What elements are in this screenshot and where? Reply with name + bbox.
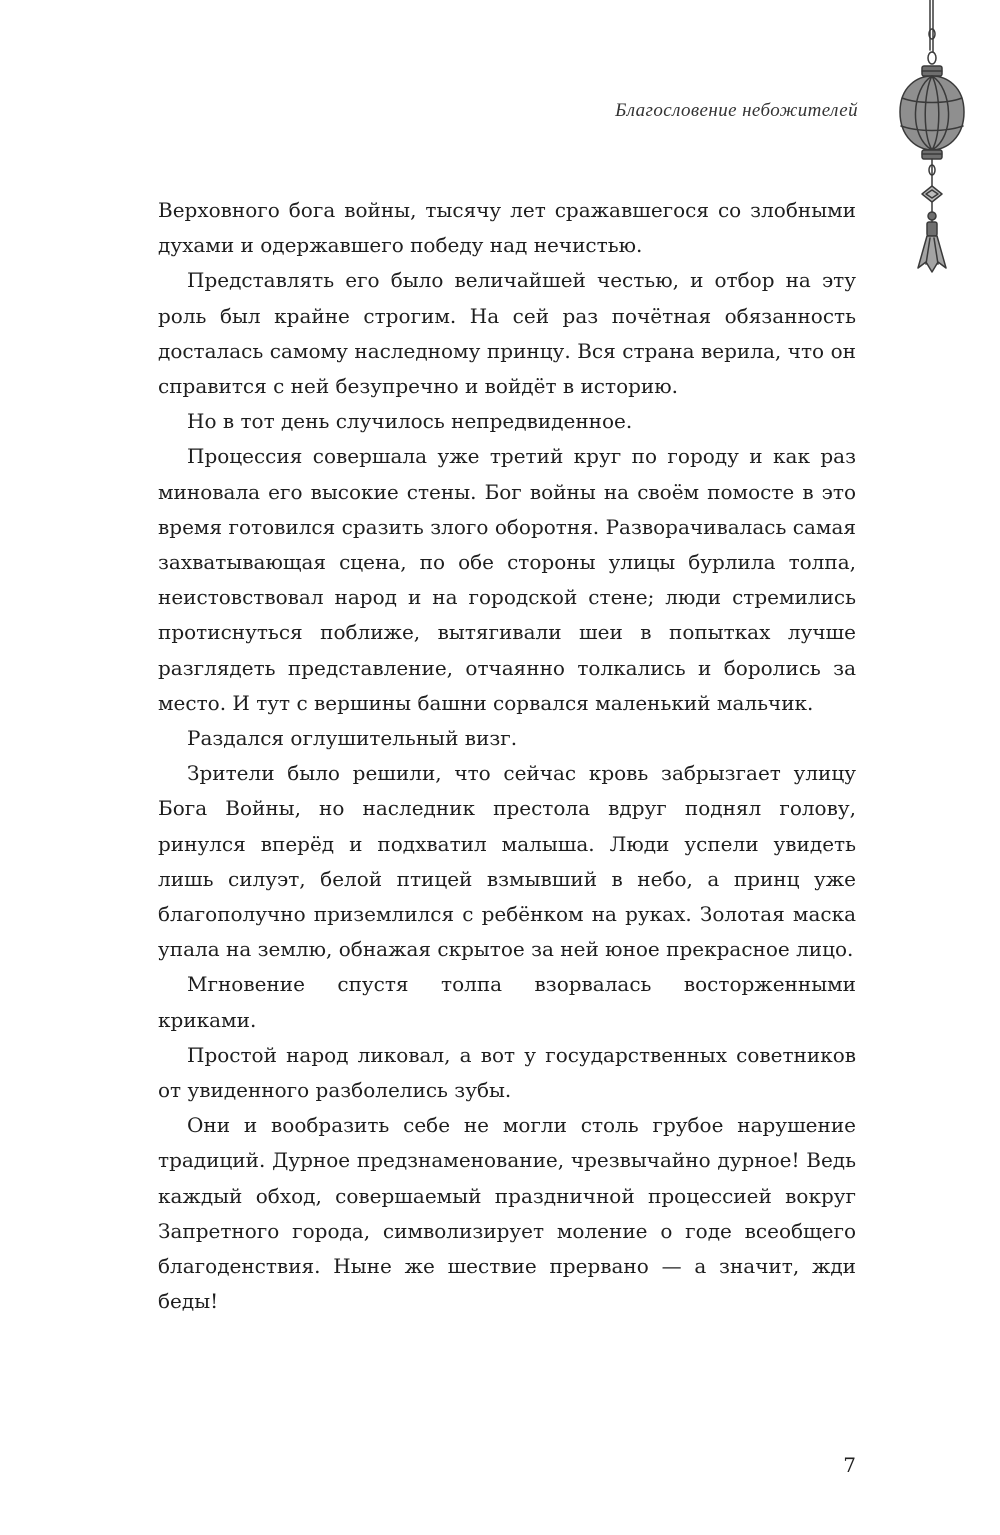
paragraph: Простой народ ликовал, а вот у государственных советников от увиденного разболелись зубы. (158, 1042, 856, 1103)
lantern-icon (878, 0, 988, 280)
paragraph: Представлять его было величайшей честью, и отбор на эту роль был крайне строгим. На сей раз почётная обязанность досталась самому наследному принцу. Вся страна верила, что он справится с ней безупречно и войдёт в историю. (158, 268, 856, 399)
paragraph: Они и вообразить себе не могли столь грубое нарушение традиций. Дурное предзнаменование, чрезвычайно дурное! Ведь каждый обход, совершаемый праздничной процессией вокруг Запретного города, символизирует моление о годе всеобщего благоденствия. Ныне же шествие прервано — а значит, жди беды! (158, 1113, 856, 1314)
running-header: Благословение небожителей (615, 100, 858, 121)
paragraph: Верховного бога войны, тысячу лет сражавшегося со злобными духами и одержавшего победу над нечистью. (158, 198, 856, 258)
paragraph: Зрители было решили, что сейчас кровь забрызгает улицу Бога Войны, но наследник престола вдруг поднял голову, ринулся вперёд и подхватил малыша. Люди успели увидеть лишь силуэт, белой птицей взмывший в небо, а принц уже благополучно приземлился с ребёнком на руках. Золотая маска упала на землю, обнажая скрытое за ней юное прекрасное лицо. (158, 761, 856, 962)
paragraph: Процессия совершала уже третий круг по городу и как раз миновала его высокие стены. Бог войны на своём помосте в это время готовился сразить злого оборотня. Разворачивалась самая захватывающая сцена, по обе стороны улицы бурлила толпа, неистовствовал народ и на городской стене; люди стремились протиснуться поближе, вытягивали шеи в попытках лучше разглядеть представление, отчаянно толкались и боролись за место. И тут с вершины башни сорвался маленький мальчик. (158, 444, 856, 715)
paragraph: Мгновение спустя толпа взорвалась восторженными криками. (158, 972, 856, 1032)
body-text (158, 193, 856, 1320)
paragraph: Но в тот день случилось непредвиденное. (187, 409, 633, 434)
page-number: 7 (843, 1453, 856, 1477)
paragraph: Раздался оглушительный визг. (187, 726, 518, 751)
